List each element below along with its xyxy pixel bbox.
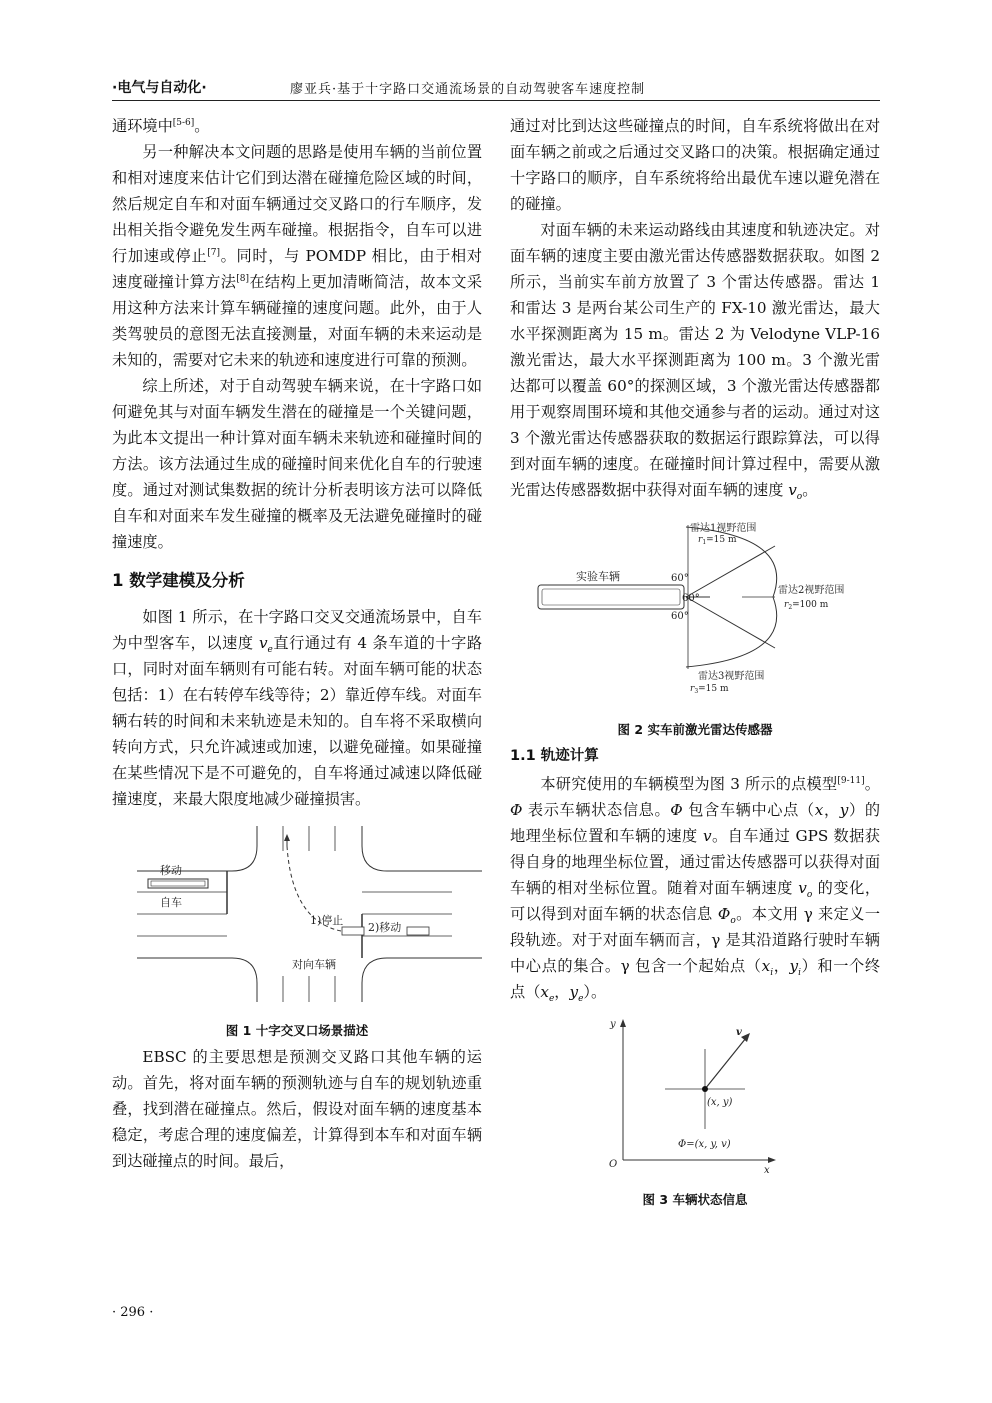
intersection-diagram [112,826,482,1002]
paragraph: 通过对比到达这些碰撞点的时间，自车系统将做出在对面车辆之前或之后通过交叉路口的决策。根据确定通过十字路口的顺序，自车系统将给出最优车速以避免潜在的碰撞。 [510,117,880,213]
citation: [9-11] [837,775,865,786]
label-move2: 2)移动 [368,921,402,934]
label-phi: Φ=(x, y, v) [678,1139,731,1150]
label-angle3: 60° [671,611,689,622]
label-stop: 1)停止 [310,914,344,927]
journal-name: ·电气与自动化· [112,80,207,96]
figure-2 [510,517,880,737]
figure-3 [510,1015,880,1207]
page-header [112,74,880,101]
label-radar2: 雷达2视野范围 [778,585,845,596]
paragraph: 本研究使用的车辆模型为图 3 所示的点模型[9-11]。Φ 表示车辆状态信息。Φ 包含车辆中心点（x，y）的地理坐标位置和车辆的速度 v。自车通过 GPS 数据获得自身的地理坐标位置，通过雷达传感器可以获得对面车辆的相对坐标位置。随着对面车辆速度 $v_o$ 的变化，可以得到对面车辆的状态信息 $\Phi_o$。本文用 γ 来定义一段轨迹。对于对面车辆而言，γ 是其沿道路行驶时车辆中心点的集合。γ 包含一个起始点（$x_i$，$y_i$）和一个终点（$x_e$，$y_e$）。 [510,775,881,1005]
label-ego: 自车 [160,896,182,909]
label-r1: $r_1=15$ m [698,535,737,546]
citation: [8] [236,273,250,284]
citation: [5-6] [172,117,195,128]
paragraph: 如图 1 所示，在十字路口交叉交通流场景中，自车为中型客车，以速度 $v_e$直行通过有 4 条车道的十字路口，同时对面车辆则有可能右转。对面车辆可能的状态包括：1）在右转停车线等待；2）靠近停车线。对面车辆右转的时间和未来轨迹是未知的。自车将不采取横向转向方式，只允许减速或加速，以避免碰撞。如果碰撞在某些情况下是不可避免的，自车将通过减速以降低碰撞速度，来最大限度地减少碰撞损害。 [112,608,483,808]
right-column [510,113,881,1207]
paragraph: 通环境中[5-6]。 [112,117,210,135]
citation: [7] [207,247,220,258]
label-x-axis: x [764,1165,770,1173]
label-y-axis: y [610,1019,616,1030]
label-vehicle: 实验车辆 [576,570,620,583]
label-point: (x, y) [707,1097,733,1108]
radar-diagram [510,517,880,697]
paragraph: 另一种解决本文问题的思路是使用车辆的当前位置和相对速度来估计它们到达潜在碰撞危险区域的时间，然后规定自车和对面车辆通过交叉路口的行车顺序，发出相关指令避免发生两车碰撞。根据指令，自车可以进行加速或停止[7]。同时，与 POMDP 相比，由于相对速度碰撞计算方法[8]在结构上更加清晰简洁，故本文采用这种方法来计算车辆碰撞的速度问题。此外，由于人类驾驶员的意图无法直接测量，对面车辆的未来运动是未知的，需要对它未来的轨迹和速度进行可靠的预测。 [112,143,483,369]
label-radar1: 雷达1视野范围 [690,523,757,534]
label-angle1: 60° [671,573,689,584]
left-column [112,113,482,1174]
vehicle-state-diagram [510,1015,880,1173]
subsection-heading: 1.1 轨迹计算 [510,748,599,764]
figure-caption: 图 2 实车前激光雷达传感器 [617,722,773,737]
label-move1: 移动 [160,864,182,877]
figure-caption: 图 1 十字交叉口场景描述 [225,1023,369,1038]
label-angle2: 60° [682,593,700,604]
paragraph: 对面车辆的未来运动路线由其速度和轨迹决定。对面车辆的速度主要由激光雷达传感器数据获取。如图 2 所示，当前实车前方放置了 3 个雷达传感器。雷达 1 和雷达 3 是两台某公司生产的 FX-10 激光雷达，最大水平探测距离为 15 m。雷达 2 为 Velodyne VLP-16 激光雷达，最大水平探测距离为 100 m。3 个激光雷达都可以覆盖 60°的探测区域，3 个激光雷达传感器都用于观察周围环境和其他交通参与者的运动。通过对这 3 个激光雷达传感器获取的数据运行跟踪算法，可以得到对面车辆的速度。在碰撞时间计算过程中，需要从激光雷达传感器数据中获得对面车辆的速度 $v_o$。 [510,221,880,503]
figure-1 [112,826,482,1036]
section-heading: 1 数学建模及分析 [112,571,245,590]
label-origin: O [609,1159,618,1170]
label-opposite: 对向车辆 [292,958,336,971]
figure-caption: 图 3 车辆状态信息 [642,1192,748,1207]
label-r3: $r_3=15$ m [690,684,729,695]
label-r2: $r_2=100$ m [784,600,829,611]
page-number: · 296 · [112,1305,154,1320]
paragraph: 综上所述，对于自动驾驶车辆来说，在十字路口如何避免其与对面车辆发生潜在的碰撞是一个关键问题，为此本文提出一种计算对面车辆未来轨迹和碰撞时间的方法。该方法通过生成的碰撞时间来优化自车的行驶速度。通过对测试集数据的统计分析表明该方法可以降低自车和对面来车发生碰撞的概率及无法避免碰撞时的碰撞速度。 [112,377,482,551]
paragraph: EBSC 的主要思想是预测交叉路口其他车辆的运动。首先，将对面车辆的预测轨迹与自车的规划轨迹重叠，找到潜在碰撞点。然后，假设对面车辆的速度基本稳定，考虑合理的速度偏差，计算得到本车和对面车辆到达碰撞点的时间。最后， [112,1048,482,1170]
label-velocity: v [736,1027,742,1038]
label-radar3: 雷达3视野范围 [698,671,765,682]
running-title: 廖亚兵·基于十字路口交通流场景的自动驾驶客车速度控制 [290,82,646,97]
